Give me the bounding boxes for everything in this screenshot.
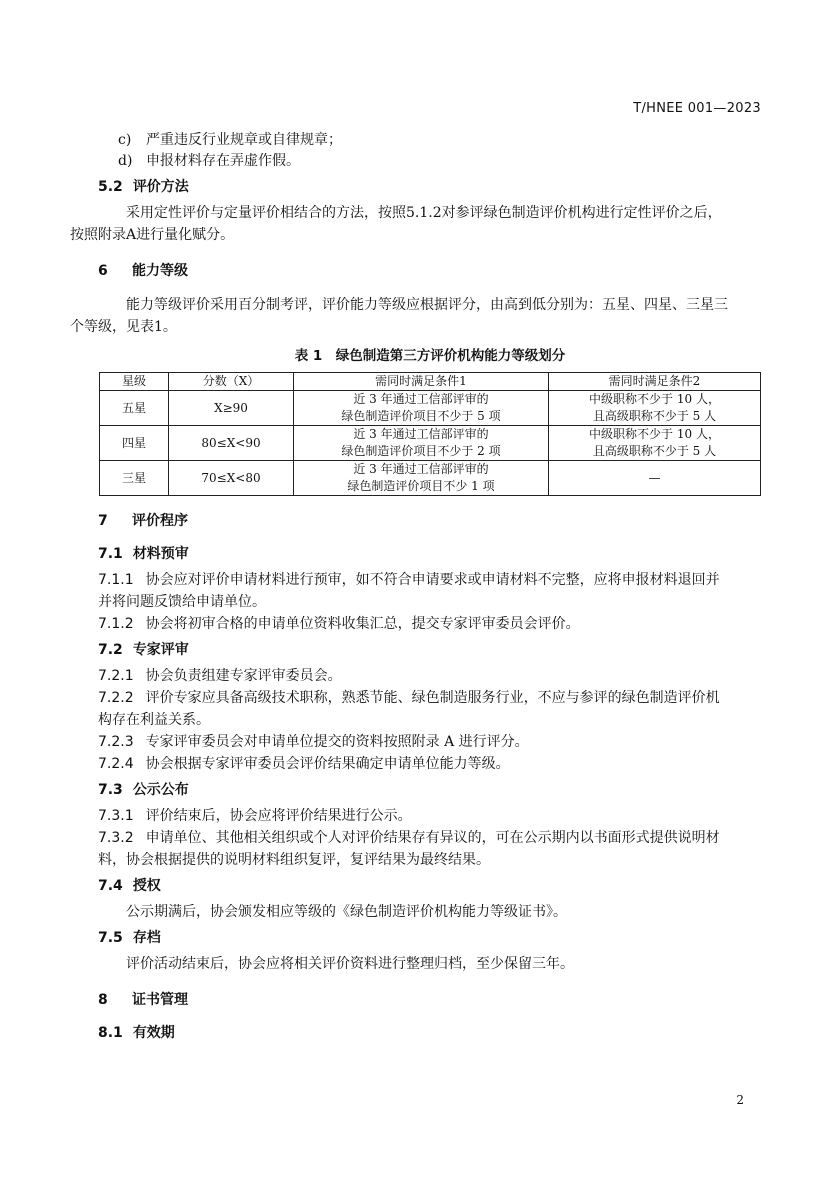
list-marker: d): [118, 153, 133, 169]
list-item-text: 申报材料存在弄虚作假。: [146, 153, 300, 169]
paragraph: 评价活动结束后，协会应将相关评价资料进行整理归档，至少保留三年。: [126, 956, 574, 972]
list-item: [98, 151, 762, 172]
table-header-cell: 星级: [100, 373, 169, 391]
section-heading-7-3: 7.3 公示公布: [98, 782, 189, 798]
table-cell: 四星: [100, 426, 169, 461]
table-cell: 中级职称不少于 10 人， 且高级职称不少于 5 人: [549, 426, 761, 461]
page-number: 2: [736, 1093, 744, 1107]
section-heading-7-4: 7.4 授权: [98, 878, 161, 894]
list-marker: c): [118, 132, 132, 148]
list-item-text: 严重违反行业规章或自律规章；: [146, 132, 342, 148]
document-code: T/HNEE 001—2023: [633, 101, 761, 116]
section-heading-7-2: 7.2 专家评审: [98, 642, 189, 658]
clause-7-1-2: 7.1.2 协会将初审合格的申请单位资料收集汇总，提交专家评审委员会评价。: [98, 616, 580, 632]
clause-7-2-3: 7.2.3 专家评审委员会对申请单位提交的资料按照附录 A 进行评分。: [98, 734, 529, 750]
grade-table: [99, 372, 761, 496]
table-row: [100, 461, 761, 496]
section-heading-8-1: 8.1 有效期: [98, 1025, 175, 1041]
table-cell: —: [549, 461, 761, 496]
section-heading-8: 8 证书管理: [98, 992, 188, 1008]
table-row: [100, 391, 761, 426]
table-cell: 中级职称不少于 10 人， 且高级职称不少于 5 人: [549, 391, 761, 426]
table-cell: 80≤X<90: [169, 426, 294, 461]
table-cell: 五星: [100, 391, 169, 426]
clause-7-1-1: 7.1.1 协会应对评价申请材料进行预审，如不符合申请要求或申请材料不完整，应将申报材料退回并 并将问题反馈给申请单位。: [98, 572, 720, 610]
table-header-row: [100, 373, 761, 391]
section-heading-7-1: 7.1 材料预审: [98, 546, 189, 562]
document-body: [70, 130, 762, 1048]
table-cell: 三星: [100, 461, 169, 496]
paragraph: 能力等级评价采用百分制考评，评价能力等级应根据评分，由高到低分别为：五星、四星、三星三 个等级，见表1。: [70, 297, 728, 335]
clause-7-2-1: 7.2.1 协会负责组建专家评审委员会。: [98, 668, 342, 684]
clause-7-2-2: 7.2.2 评价专家应具备高级技术职称，熟悉节能、绿色制造服务行业，不应与参评的绿色制造评价机 构存在利益关系。: [98, 690, 720, 728]
clause-7-2-4: 7.2.4 协会根据专家评审委员会评价结果确定申请单位能力等级。: [98, 756, 510, 772]
paragraph: 公示期满后，协会颁发相应等级的《绿色制造评价机构能力等级证书》。: [126, 904, 567, 920]
paragraph: 采用定性评价与定量评价相结合的方法，按照5.1.2对参评绿色制造评价机构进行定性评价之后， 按照附录A进行量化赋分。: [70, 205, 722, 243]
table-cell: 近 3 年通过工信部评审的 绿色制造评价项目不少于 5 项: [294, 391, 549, 426]
table-cell: X≥90: [169, 391, 294, 426]
section-heading-7-5: 7.5 存档: [98, 930, 161, 946]
list-item: [98, 130, 762, 151]
table-caption: 表 1 绿色制造第三方评价机构能力等级划分: [294, 348, 566, 364]
table-cell: 近 3 年通过工信部评审的 绿色制造评价项目不少于 2 项: [294, 426, 549, 461]
clause-7-3-2: 7.3.2 申请单位、其他相关组织或个人对评价结果存有异议的，可在公示期内以书面形式提供说明材 料，协会根据提供的说明材料组织复评，复评结果为最终结果。: [98, 830, 720, 868]
section-heading-5-2: 5.2 评价方法: [98, 179, 189, 195]
table-header-cell: 需同时满足条件2: [549, 373, 761, 391]
section-heading-6: 6 能力等级: [98, 263, 188, 279]
clause-7-3-1: 7.3.1 评价结束后，协会应将评价结果进行公示。: [98, 808, 412, 824]
table-cell: 70≤X<80: [169, 461, 294, 496]
table-cell: 近 3 年通过工信部评审的 绿色制造评价项目不少 1 项: [294, 461, 549, 496]
section-heading-7: 7 评价程序: [98, 513, 188, 529]
table-header-cell: 分数（X）: [169, 373, 294, 391]
table-header-cell: 需同时满足条件1: [294, 373, 549, 391]
table-row: [100, 426, 761, 461]
